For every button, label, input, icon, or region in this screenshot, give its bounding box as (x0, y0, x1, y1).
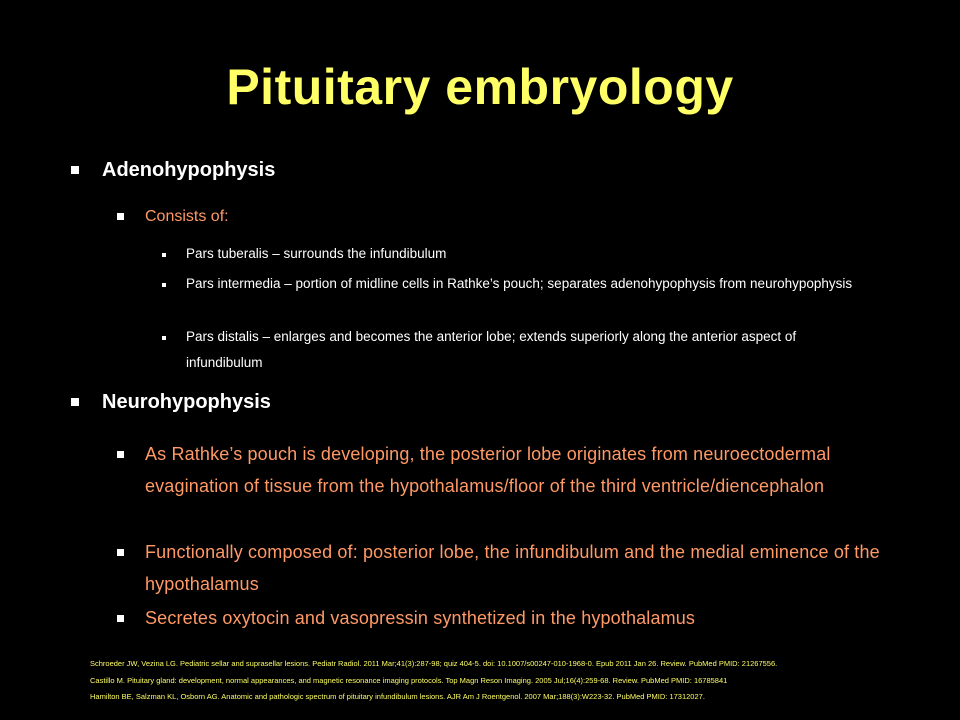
list-item-functional-composition: Functionally composed of: posterior lobe, the infundibulum and the medial eminence of the hypothalamus (145, 542, 880, 594)
reference-line: Schroeder JW, Vezina LG. Pediatric sellar and suprasellar lesions. Pediatr Radiol. 2011 Mar;41(3):287-98; quiz 404-5. doi: 10.1007/s00247-010-1968-0. Epub 2011 Jan 26. Review. PubMed PMID: 21267556. (90, 659, 778, 668)
slide-title: Pituitary embryology (226, 59, 734, 115)
reference-line: Hamilton BE, Salzman KL, Osborn AG. Anatomic and pathologic spectrum of pituitary infundibulum lesions. AJR Am J Roentgenol. 2007 Mar;188(3):W223-32. PubMed PMID: 17312027. (90, 692, 705, 701)
bullet-icon (162, 283, 166, 287)
list-item-pars-tuberalis: Pars tuberalis – surrounds the infundibulum (186, 246, 447, 261)
bullet-icon (162, 253, 166, 257)
list-item-secretes: Secretes oxytocin and vasopressin synthetized in the hypothalamus (145, 608, 696, 628)
reference-line: Castillo M. Pituitary gland: development, normal appearances, and magnetic resonance imaging protocols. Top Magn Reson Imaging. 2005 Jul;16(4):259-68. Review. PubMed PMID: 16785841 (90, 676, 728, 685)
bullet-icon (162, 336, 166, 340)
list-item-pars-distalis: Pars distalis – enlarges and becomes the anterior lobe; extends superiorly along the anterior aspect of infundibulum (186, 329, 797, 370)
bullet-icon (117, 549, 124, 556)
bullet-icon (117, 451, 124, 458)
bullet-icon (117, 213, 124, 220)
bullet-icon (71, 398, 79, 406)
list-item-posterior-lobe-origin: As Rathke’s pouch is developing, the posterior lobe originates from neuroectodermal evagination of tissue from the hypothalamus/floor of the third ventricle/diencephalon (145, 444, 831, 496)
section-heading-adenohypophysis: Adenohypophysis (102, 159, 276, 181)
bullet-icon (117, 615, 124, 622)
subheading-consists-of: Consists of: (145, 208, 229, 225)
section-heading-neurohypophysis: Neurohypophysis (102, 391, 271, 413)
bullet-icon (71, 166, 79, 174)
list-item-pars-intermedia: Pars intermedia – portion of midline cells in Rathke’s pouch; separates adenohypophysis from neurohypophysis (186, 276, 853, 291)
